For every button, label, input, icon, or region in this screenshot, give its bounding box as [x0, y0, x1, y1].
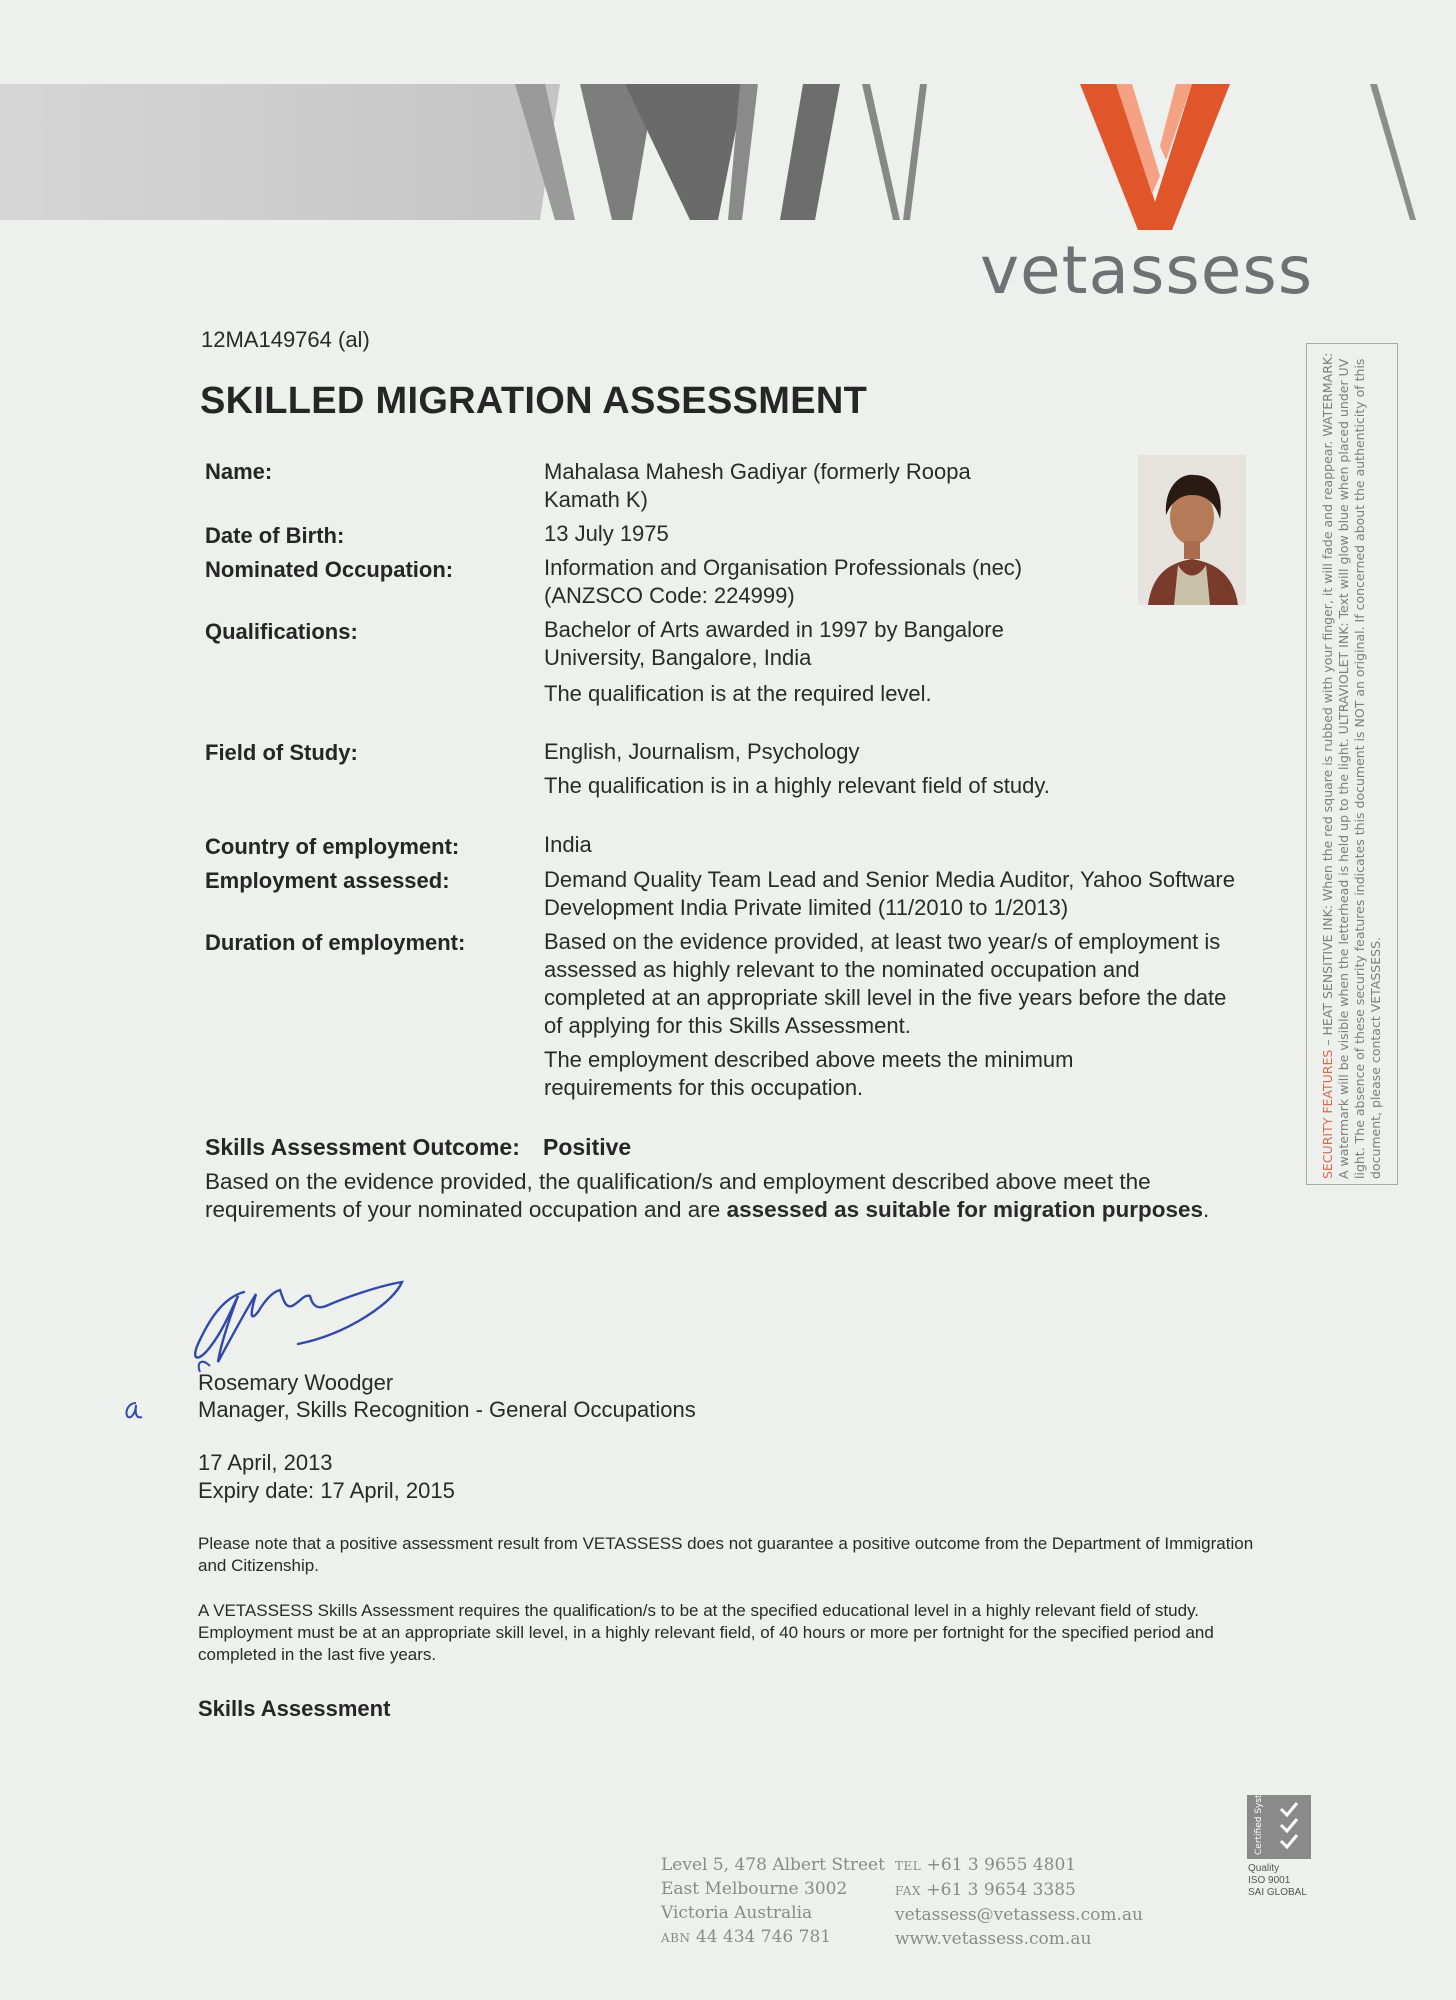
field-of-study-label: Field of Study: — [205, 740, 358, 765]
outcome-value: Positive — [543, 1134, 632, 1160]
outcome-text-pre: Based on the evidence provided, the qualification/s and employment described above meet the requirements of your nominated occupation and are — [205, 1169, 1151, 1222]
qualifications-note: The qualification is at the required level. — [544, 681, 932, 706]
vetassess-logo-icon — [1080, 84, 1230, 230]
tel-line — [895, 1853, 1143, 1878]
signer-name: Rosemary Woodger — [198, 1370, 394, 1395]
employment-value: Demand Quality Team Lead and Senior Media Auditor, Yahoo Software Development India Private limited (11/2010 to 1/2013) — [544, 867, 1235, 920]
applicant-photo — [1138, 455, 1246, 605]
disclaimer-note: Please note that a positive assessment result from VETASSESS does not guarantee a positive outcome from the Department of Immigration and Citizenship. — [198, 1534, 1254, 1575]
field-of-study-note: The qualification is in a highly relevant field of study. — [544, 773, 1050, 798]
address-line-2: East Melbourne 3002 — [661, 1879, 848, 1899]
qualifications-label: Qualifications: — [205, 619, 358, 644]
email-link[interactable]: vetassess@vetassess.com.au — [895, 1905, 1143, 1925]
fax-value: +61 3 9654 3385 — [926, 1880, 1076, 1900]
security-features-heading: SECURITY FEATURES — [1320, 1049, 1335, 1179]
abn-prefix: ABN — [661, 1931, 691, 1945]
outcome-text-post: . — [1203, 1197, 1210, 1222]
name-value: Mahalasa Mahesh Gadiyar (formerly Roopa Kamath K) — [544, 459, 971, 512]
signature-image — [188, 1262, 428, 1382]
reference-number: 12MA149764 (al) — [201, 327, 370, 352]
website-link[interactable]: www.vetassess.com.au — [895, 1929, 1092, 1949]
page-title: SKILLED MIGRATION ASSESSMENT — [200, 380, 868, 422]
duration-note: The employment described above meets the minimum requirements for this occupation. — [544, 1047, 1074, 1100]
qualifications-value: Bachelor of Arts awarded in 1997 by Bangalore University, Bangalore, India — [544, 617, 1004, 670]
country-value: India — [544, 832, 592, 857]
footer-heading: Skills Assessment — [198, 1696, 391, 1721]
certification-badge — [1245, 1795, 1315, 1945]
brand-wordmark: vetassess — [980, 232, 1314, 309]
field-of-study-value: English, Journalism, Psychology — [544, 739, 860, 764]
fax-prefix: FAX — [895, 1884, 921, 1898]
dob-label: Date of Birth: — [205, 523, 345, 548]
initial-mark — [118, 1395, 148, 1425]
cert-title: Certified System — [1254, 1795, 1264, 1855]
tel-value: +61 3 9655 4801 — [926, 1855, 1077, 1875]
cert-line-3: SAI GLOBAL — [1248, 1887, 1307, 1898]
security-features-body: – HEAT SENSITIVE INK: When the red square is rubbed with your finger, it will fade and reappear. WATERMARK: A watermark will be visible when the letterhead is held up to the light. ULTRAVIOLET INK: Text will glow blue when placed under UV light. The absence of these security features indicates this document is NOT an original. If concerned about the authenticity of this document, please contact VETASSESS. — [1320, 352, 1383, 1179]
expiry-date: Expiry date: 17 April, 2015 — [198, 1478, 455, 1503]
certified-system-icon — [1247, 1795, 1311, 1859]
occupation-label: Nominated Occupation: — [205, 557, 454, 582]
address-block — [661, 1853, 885, 1950]
contact-block — [895, 1853, 1143, 1951]
cert-line-1: Quality — [1248, 1863, 1280, 1874]
outcome-text — [205, 1168, 1255, 1224]
address-line-3: Victoria Australia — [661, 1903, 813, 1923]
abn-value: 44 434 746 781 — [695, 1927, 832, 1947]
abn-line — [661, 1925, 885, 1950]
header-banner — [0, 84, 1456, 244]
duration-label: Duration of employment: — [205, 930, 466, 955]
signer-role: Manager, Skills Recognition - General Occupations — [198, 1397, 696, 1422]
security-features-strip — [1306, 343, 1398, 1185]
issue-date: 17 April, 2013 — [198, 1450, 333, 1475]
country-label: Country of employment: — [205, 834, 460, 859]
cert-text — [1248, 1863, 1307, 1899]
security-features-text — [1320, 349, 1384, 1179]
name-label: Name: — [205, 459, 273, 484]
cert-line-2: ISO 9001 — [1248, 1875, 1291, 1886]
outcome-label: Skills Assessment Outcome: — [205, 1134, 520, 1160]
dob-value: 13 July 1975 — [544, 521, 669, 546]
occupation-line-1: Information and Organisation Professionals (nec) — [544, 555, 1023, 580]
requirements-note: A VETASSESS Skills Assessment requires the qualification/s to be at the specified educational level in a highly relevant field of study. Employment must be at an appropriate skill level, in a highly relevant field, of 40 hours or more per fortnight for the specified period and completed in the last five years. — [198, 1601, 1214, 1664]
employment-label: Employment assessed: — [205, 868, 450, 893]
fax-line — [895, 1878, 1143, 1903]
tel-prefix: TEL — [895, 1859, 922, 1873]
outcome-text-bold: assessed as suitable for migration purposes — [726, 1197, 1203, 1222]
duration-value: Based on the evidence provided, at least two year/s of employment is assessed as highly relevant to the nominated occupation and completed at an appropriate skill level in the five years before the date of applying for this Skills Assessment. — [544, 929, 1227, 1038]
address-line-1: Level 5, 478 Albert Street — [661, 1855, 885, 1875]
occupation-line-2: (ANZSCO Code: 224999) — [544, 583, 795, 608]
